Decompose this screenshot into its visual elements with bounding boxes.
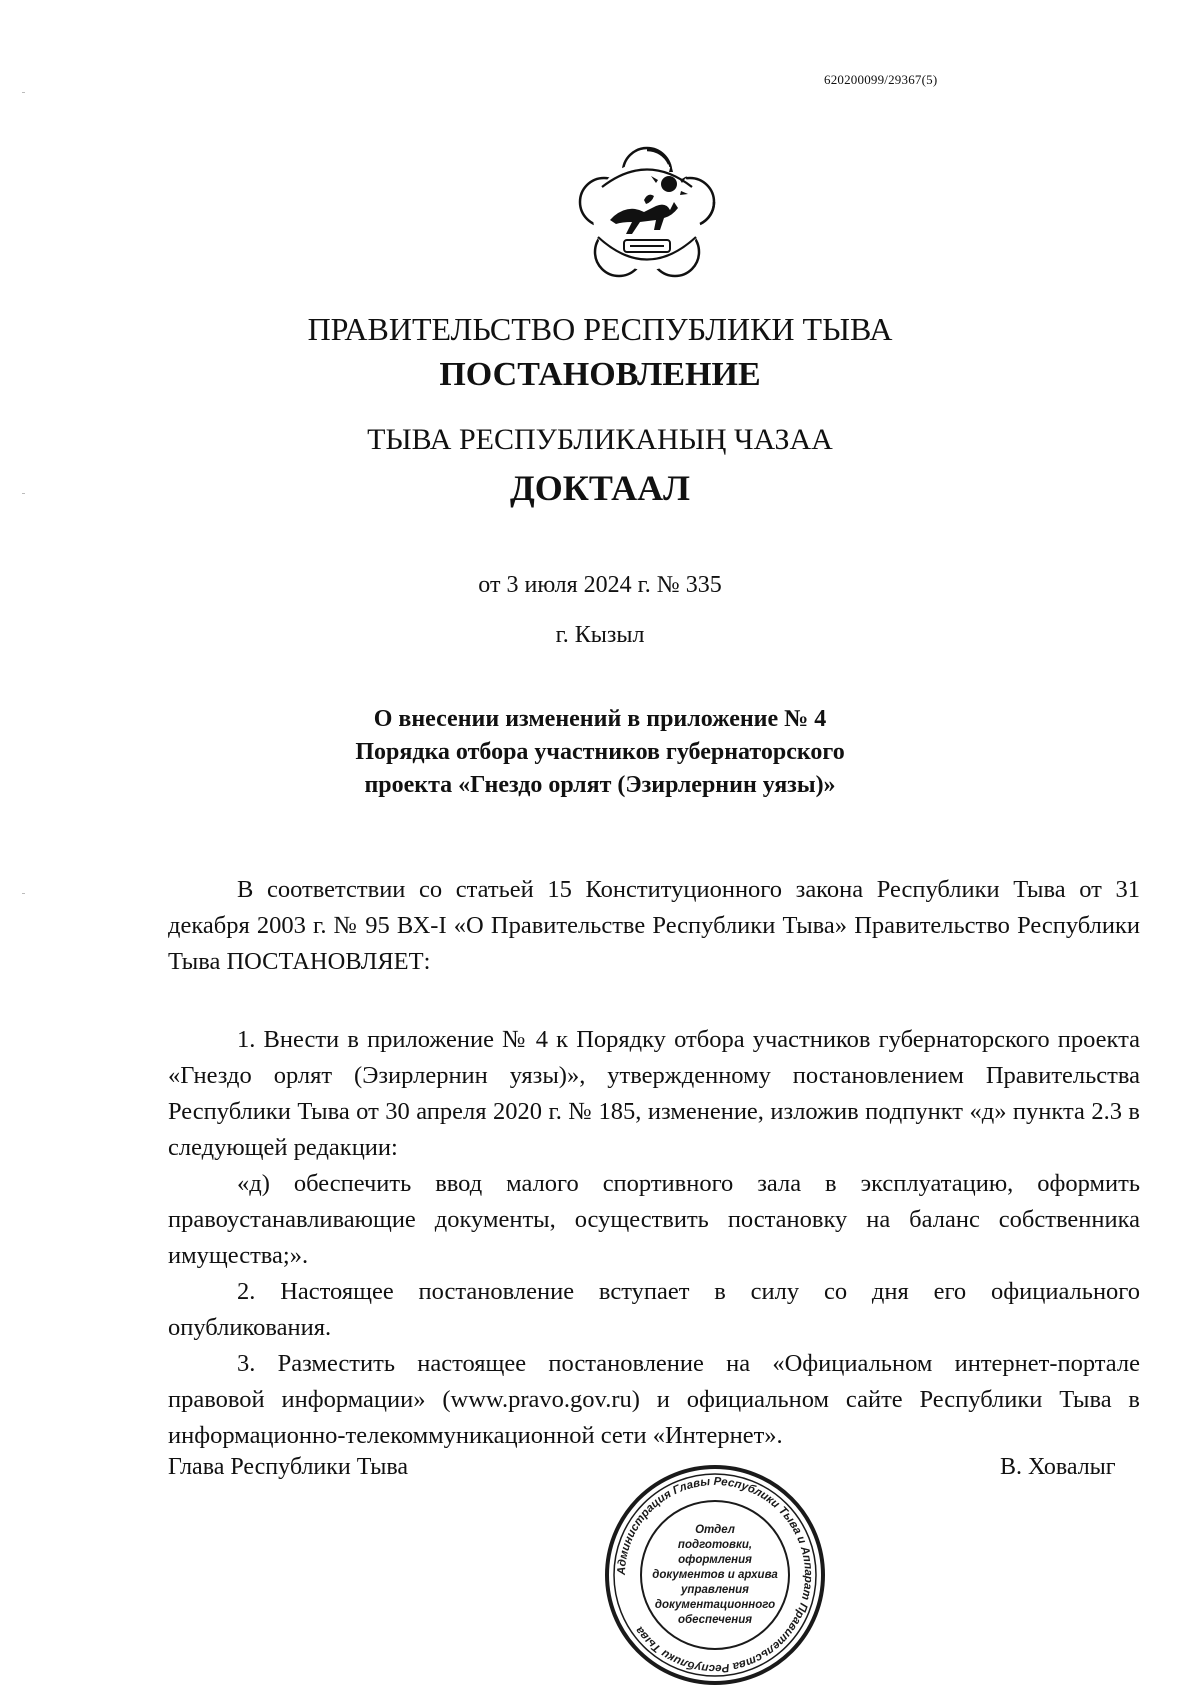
decree-title-tyv: ДОКТААЛ bbox=[510, 468, 690, 508]
signatory-name: В. Ховалыг bbox=[1000, 1454, 1116, 1480]
government-title-ru: ПРАВИТЕЛЬСТВО РЕСПУБЛИКИ ТЫВА bbox=[307, 311, 893, 347]
decree-date-number: от 3 июля 2024 г. № 335 bbox=[478, 572, 722, 598]
stamp-line: документов и архива bbox=[652, 1569, 778, 1581]
subject-line: Порядка отбора участников губернаторского bbox=[355, 739, 845, 765]
stamp-line: подготовки, bbox=[677, 1539, 753, 1551]
decree-subject bbox=[300, 703, 900, 802]
stamp-line: Отдел bbox=[695, 1524, 735, 1536]
item-1: 1. Внести в приложение № 4 к Порядку отбора участников губернаторского проекта «Гнездо орлят (Эзирлернин уязы)», утвержденному постановлением Правительства Республики Тыва от 30 апреля 2020 г. № 185, изменение, изложив подпункт «д» пункта 2.3 в следующей редакции: bbox=[168, 1026, 1140, 1161]
decree-city: г. Кызыл bbox=[555, 622, 645, 648]
official-stamp-icon bbox=[604, 1412, 826, 1697]
subject-line: проекта «Гнездо орлят (Эзирлернин уязы)» bbox=[364, 772, 836, 798]
decree-items bbox=[168, 1022, 1140, 1454]
signatory-title: Глава Республики Тыва bbox=[168, 1454, 409, 1480]
item-3: 3. Разместить настоящее постановление на «Официальном интернет-портале правовой информации» (www.pravo.gov.ru) и официальном сайте Республики Тыва в информационно-телекоммуникационной сети «Интернет». bbox=[168, 1350, 1140, 1449]
tuva-emblem-icon bbox=[574, 142, 720, 288]
item-2: 2. Настоящее постановление вступает в силу со дня его официального опубликования. bbox=[168, 1278, 1140, 1341]
government-title-tyv: ТЫВА РЕСПУБЛИКАНЫҢ ЧАЗАА bbox=[367, 423, 833, 456]
stamp-line: оформления bbox=[678, 1554, 752, 1566]
stamp-line: документационного bbox=[654, 1599, 776, 1611]
stamp-line: управления bbox=[681, 1584, 749, 1596]
preamble-paragraph: В соответствии со статьей 15 Конституционного закона Республики Тыва от 31 декабря 2003 г. № 95 ВХ-I «О Правительстве Республики Тыва» Правительство Республики Тыва ПОСТАНОВЛЯЕТ: bbox=[168, 876, 1140, 975]
subject-line: О внесении изменений в приложение № 4 bbox=[373, 706, 827, 732]
preamble bbox=[168, 872, 1140, 980]
decree-title-ru: ПОСТАНОВЛЕНИЕ bbox=[439, 356, 761, 393]
stamp-line: обеспечения bbox=[677, 1614, 753, 1626]
stamp-ring-text: Администрация Главы Республики Тыва и Аппарат Правительства Республики Тыва bbox=[615, 1475, 815, 1675]
scan-mark bbox=[22, 92, 25, 93]
scan-mark bbox=[22, 893, 25, 894]
document-number: 620200099/29367(5) bbox=[824, 72, 938, 87]
item-1-quote: «д) обеспечить ввод малого спортивного зала в эксплуатацию, оформить правоустанавливающие документы, осуществить постановку на баланс собственника имущества;». bbox=[168, 1170, 1140, 1269]
